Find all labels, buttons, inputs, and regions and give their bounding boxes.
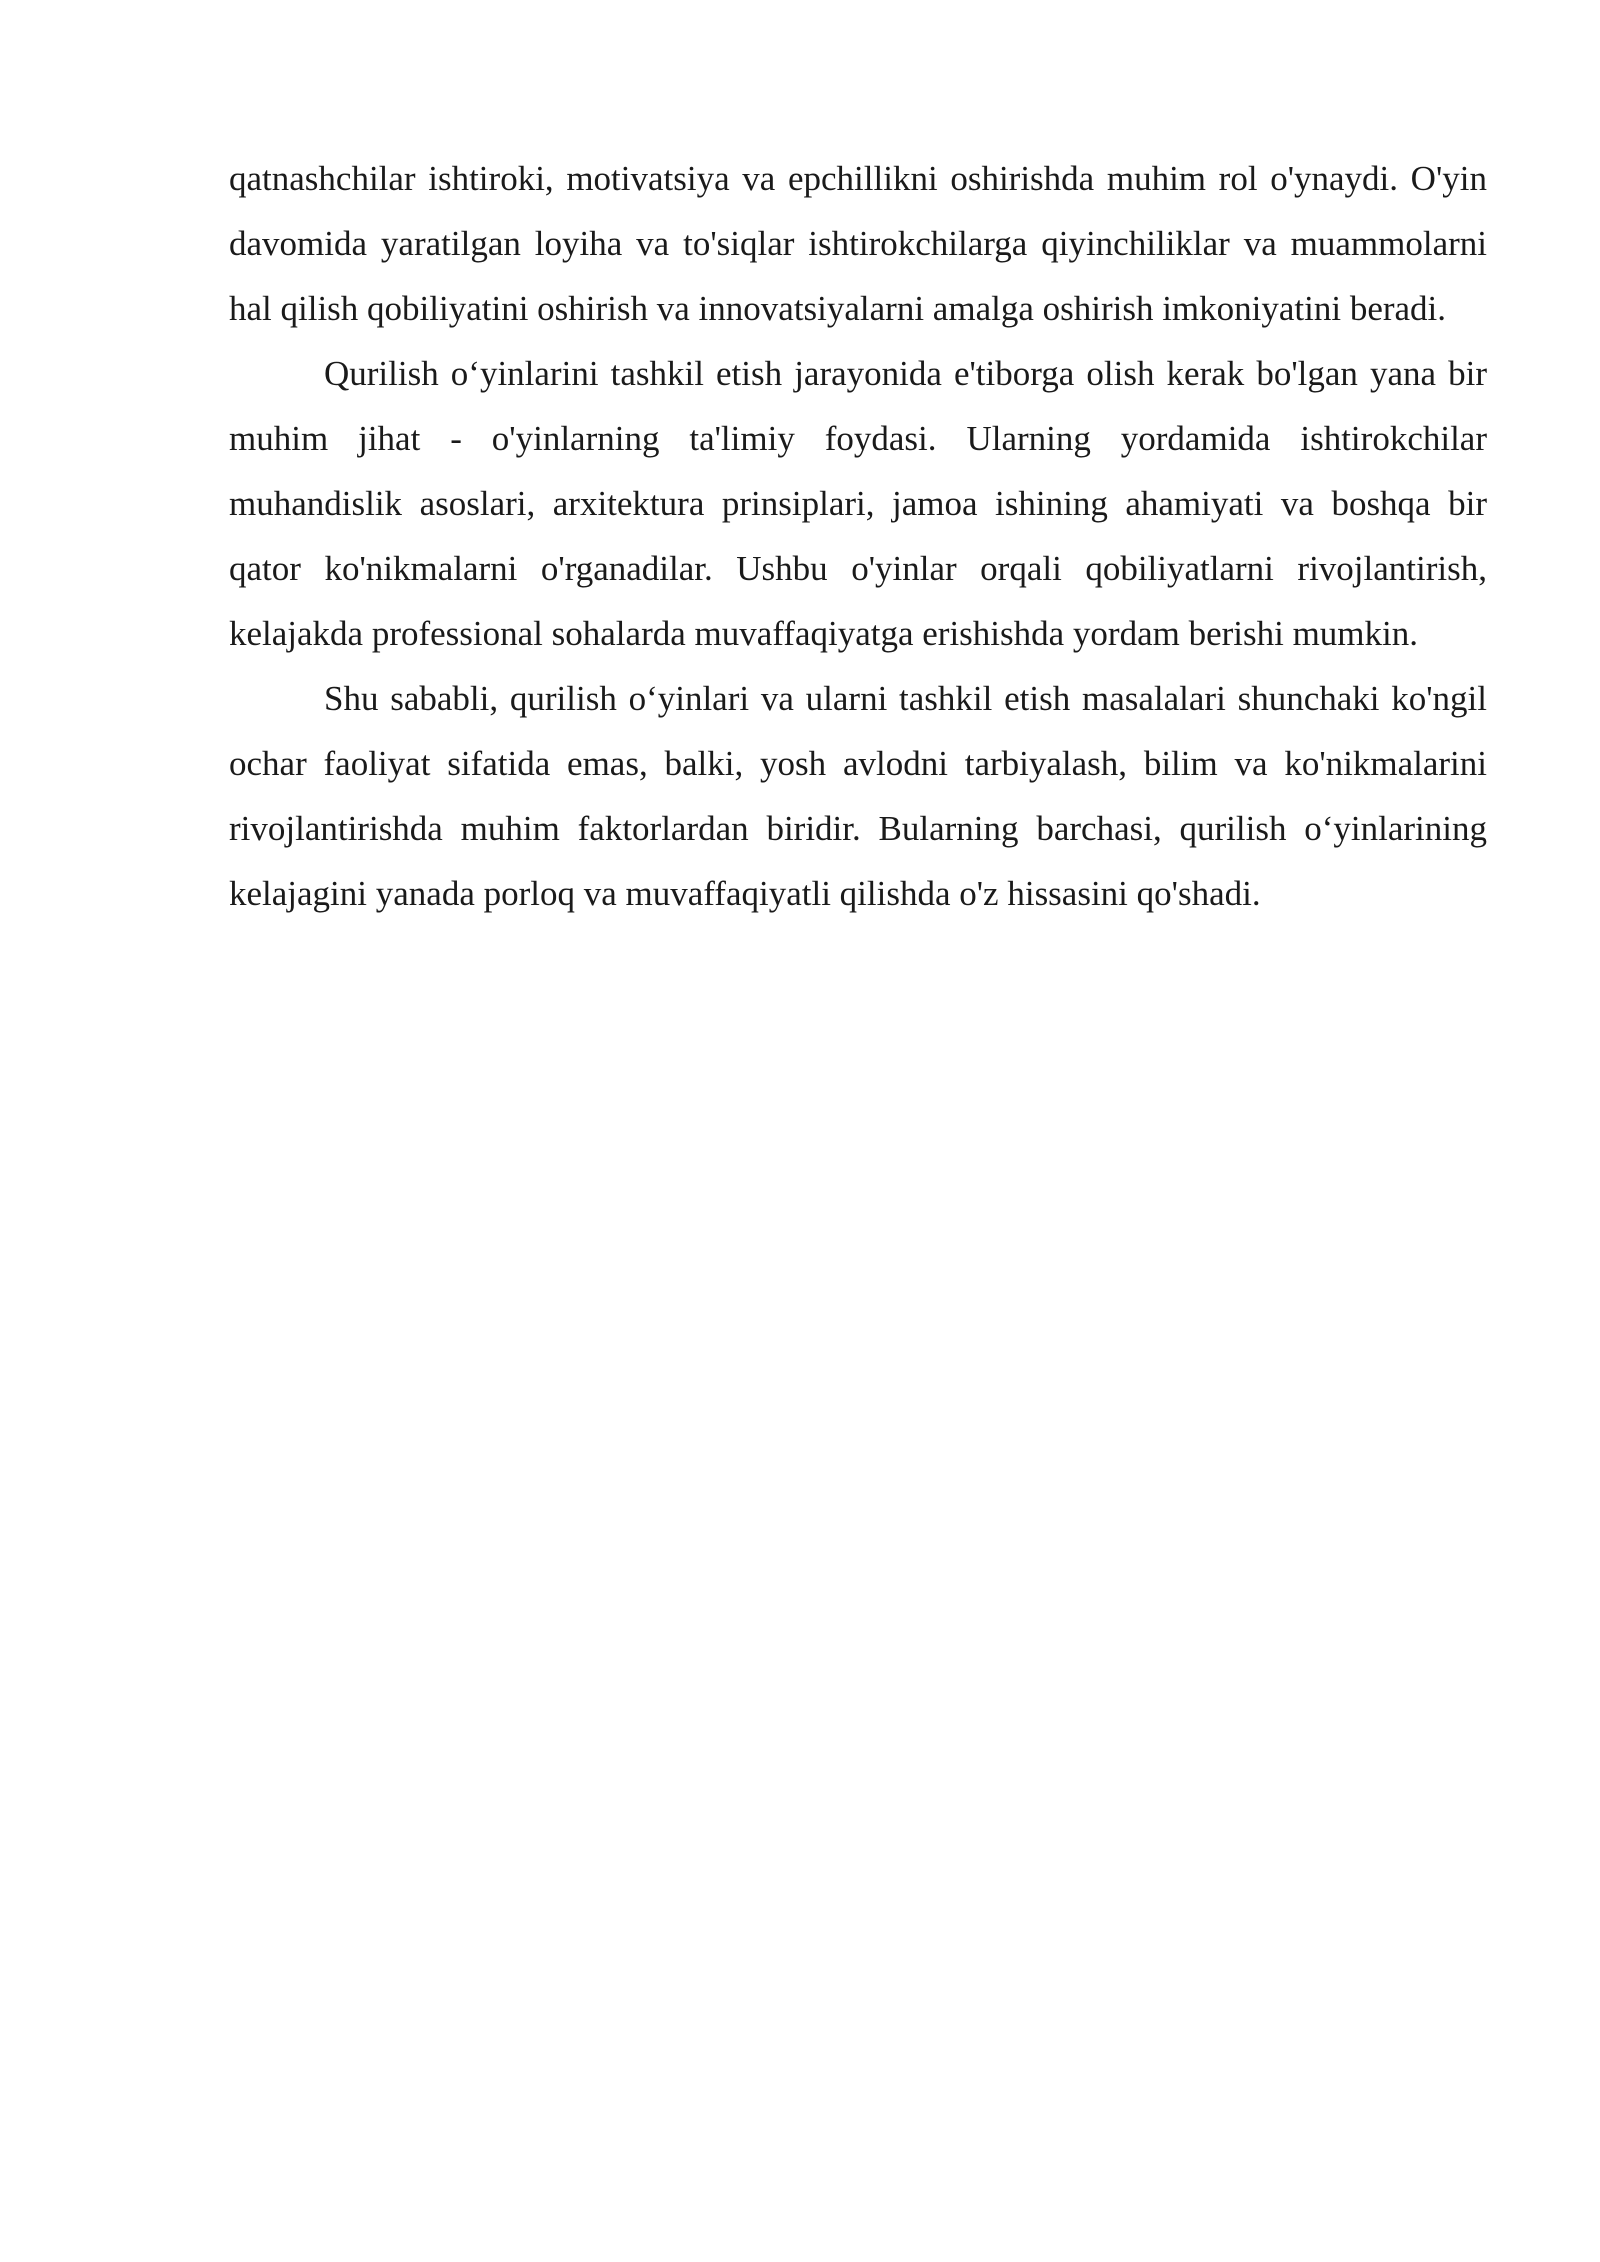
paragraph-educational-benefit: Qurilish o‘yinlarini tashkil etish jarayonida e'tiborga olish kerak bo'lgan yana bir muhim jihat - o'yinlarning ta'limiy foydasi. Ularning yordamida ishtirokchilar muhandislik asoslari, arxitektura prinsiplari, jamoa ishining ahamiyati va boshqa bir qator ko'nikmalarni o'rganadilar. Ushbu o'yinlar orqali qobiliyatlarni rivojlantirish, kelajakda professional sohalarda muvaffaqiyatga erishishda yordam berishi mumkin. [229,354,1487,653]
paragraph-continuation: qatnashchilar ishtiroki, motivatsiya va epchillikni oshirishda muhim rol o'ynaydi. O'yin davomida yaratilgan loyiha va to'siqlar ishtirokchilarga qiyinchiliklar va muammolarni hal qilish qobiliyatini oshirish va innovatsiyalarni amalga oshirish imkoniyatini beradi. [229,159,1487,328]
paragraph-conclusion: Shu sababli, qurilish o‘yinlari va ularni tashkil etish masalalari shunchaki ko'ngil ochar faoliyat sifatida emas, balki, yosh avlodni tarbiyalash, bilim va ko'nikmalarini rivojlantirishda muhim faktorlardan biridir. Bularning barchasi, qurilish o‘yinlarining kelajagini yanada porloq va muvaffaqiyatli qilishda o'z hissasini qo'shadi. [229,679,1487,913]
document-body [229,146,1487,926]
